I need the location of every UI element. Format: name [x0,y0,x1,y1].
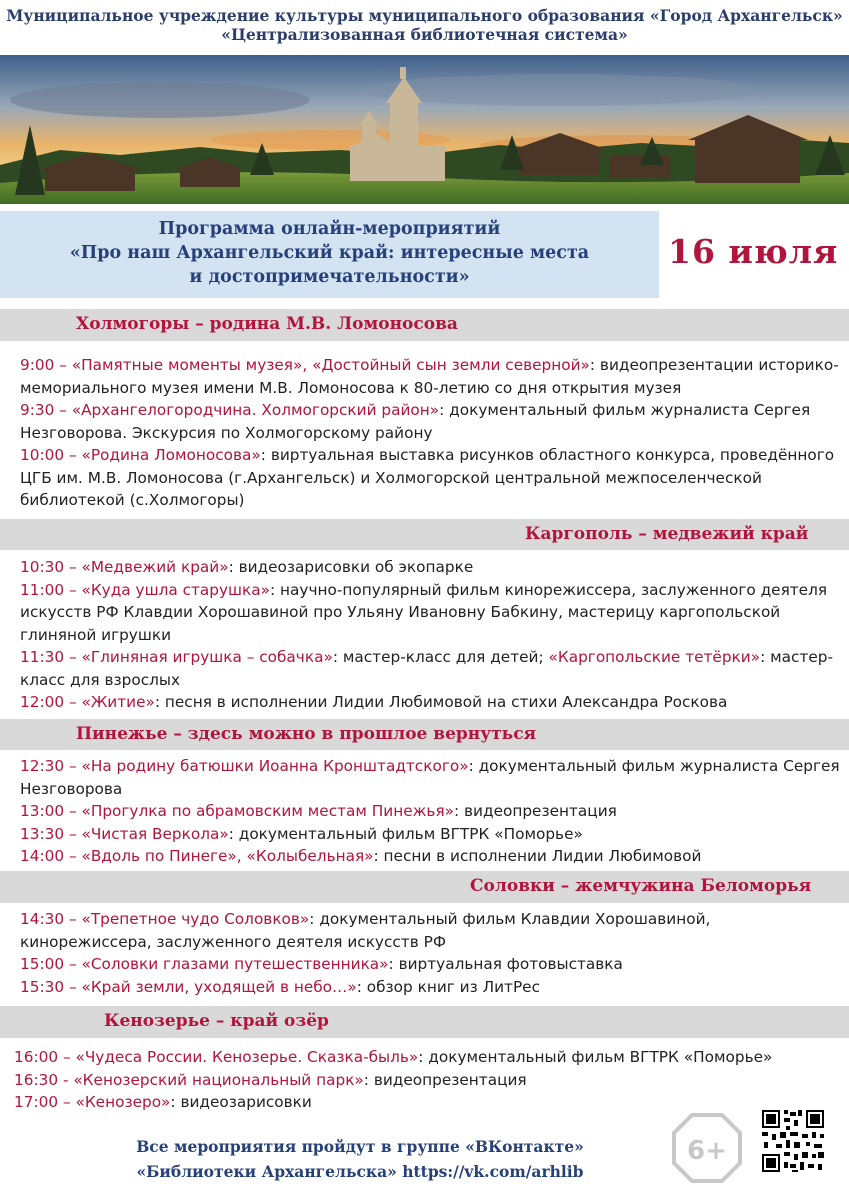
list-item: 13:00 – «Прогулка по абрамовским местам Пинежья»: видеопрезентация [20,802,617,820]
program-title-box [0,211,659,298]
qr-code-icon [760,1108,826,1174]
section-header-pinezhye [0,719,849,750]
list-item: 16:00 – «Чудеса России. Кенозерье. Сказка-быль»: документальный фильм ВГТРК «Поморье» [14,1048,773,1066]
section-items-solovki [20,908,845,998]
section-title: Пинежье – здесь можно в прошлое вернуться [76,724,537,744]
section-items-kargopol [20,556,845,714]
list-item: 9:30 – «Архангелогородчина. Холмогорский район»: документальный фильм журналиста Сергея Незговорова. Экскурсия по Холмогорскому району [20,401,811,442]
list-item: 10:00 – «Родина Ломоносова»: виртуальная выставка рисунков областного конкурса, проведённого ЦГБ им. М.В. Ломоносова (г.Архангельск) и Холмогорской центральной межпоселенческой библиотекой (с.Холмогоры) [20,446,835,509]
landscape-banner [0,55,849,204]
program-line-2: «Про наш Архангельский край: интересные места [69,243,590,263]
list-item: 11:00 – «Куда ушла старушка»: научно-популярный фильм кинорежиссера, заслуженного деятеля искусств РФ Клавдии Хорошавиной про Ульяну Ивановну Бабкину, мастерицу каргопольской глиняной игрушки [20,580,828,644]
program-line-1: Программа онлайн-мероприятий [158,219,501,239]
list-item: 9:00 – «Памятные моменты музея», «Достойный сын земли северной»: видеопрезентации историко-мемориального музея имени М.В. Ломоносова к 80-летию со дня открытия музея [20,356,839,397]
qr-code [760,1108,826,1174]
list-item: 12:30 – «На родину батюшки Иоанна Кронштадтского»: документальный фильм журналиста Сергея Незговорова [20,757,840,798]
list-item: 10:30 – «Медвежий край»: видеозарисовки об экопарке [20,558,474,576]
program-line-3: и достопримечательности» [189,267,470,287]
list-item: 15:30 – «Край земли, уходящей в небо…»: обзор книг из ЛитРес [20,977,540,996]
list-item: 11:30 – «Глиняная игрушка – собачка»: мастер-класс для детей; «Каргопольские тетёрки»: мастер-класс для взрослых [20,648,833,689]
section-title: Кенозерье – край озёр [104,1011,329,1031]
section-header-solovki [0,871,849,903]
list-item: 14:00 – «Вдоль по Пинеге», «Колыбельная»: песни в исполнении Лидии Любимовой [20,847,702,865]
event-date: 16 июля [668,232,839,271]
org-line-1: Муниципальное учреждение культуры муниципального образования «Город Архангельск» [6,6,843,25]
section-header-kenozerye [0,1006,849,1038]
section-title: Холмогоры – родина М.В. Ломоносова [76,314,458,334]
age-rating-icon [672,1113,742,1183]
section-items-kholmogory [20,354,845,512]
footer-info [110,1134,610,1184]
footer-line-2: «Библиотеки Архангельска» https://vk.com/arhlib [136,1162,584,1181]
list-item: 12:00 – «Житие»: песня в исполнении Лидии Любимовой на стихи Александра Роскова [20,693,728,711]
section-header-kargopol [0,519,849,550]
section-items-kenozerye [14,1046,846,1114]
organization-header [0,6,849,44]
section-title: Соловки – жемчужина Беломорья [470,876,812,896]
section-items-pinezhye [20,755,845,868]
list-item: 16:30 - «Кенозерский национальный парк»: видеопрезентация [14,1070,527,1089]
list-item: 17:00 – «Кенозеро»: видеозарисовки [14,1093,312,1111]
age-rating-text: 6+ [687,1136,727,1166]
list-item: 14:30 – «Трепетное чудо Соловков»: документальный фильм Клавдии Хорошавиной, кинорежиссера, заслуженного деятеля искусств РФ [20,910,711,951]
section-title: Каргополь – медвежий край [525,524,809,544]
list-item: 13:30 – «Чистая Веркола»: документальный фильм ВГТРК «Поморье» [20,824,583,843]
section-header-kholmogory [0,309,849,341]
age-rating-badge [672,1113,742,1183]
footer-line-1: Все мероприятия пройдут в группе «ВКонтакте» [136,1137,584,1156]
list-item: 15:00 – «Соловки глазами путешественника»: виртуальная фотовыставка [20,955,623,973]
org-line-2: «Централизованная библиотечная система» [221,25,628,44]
